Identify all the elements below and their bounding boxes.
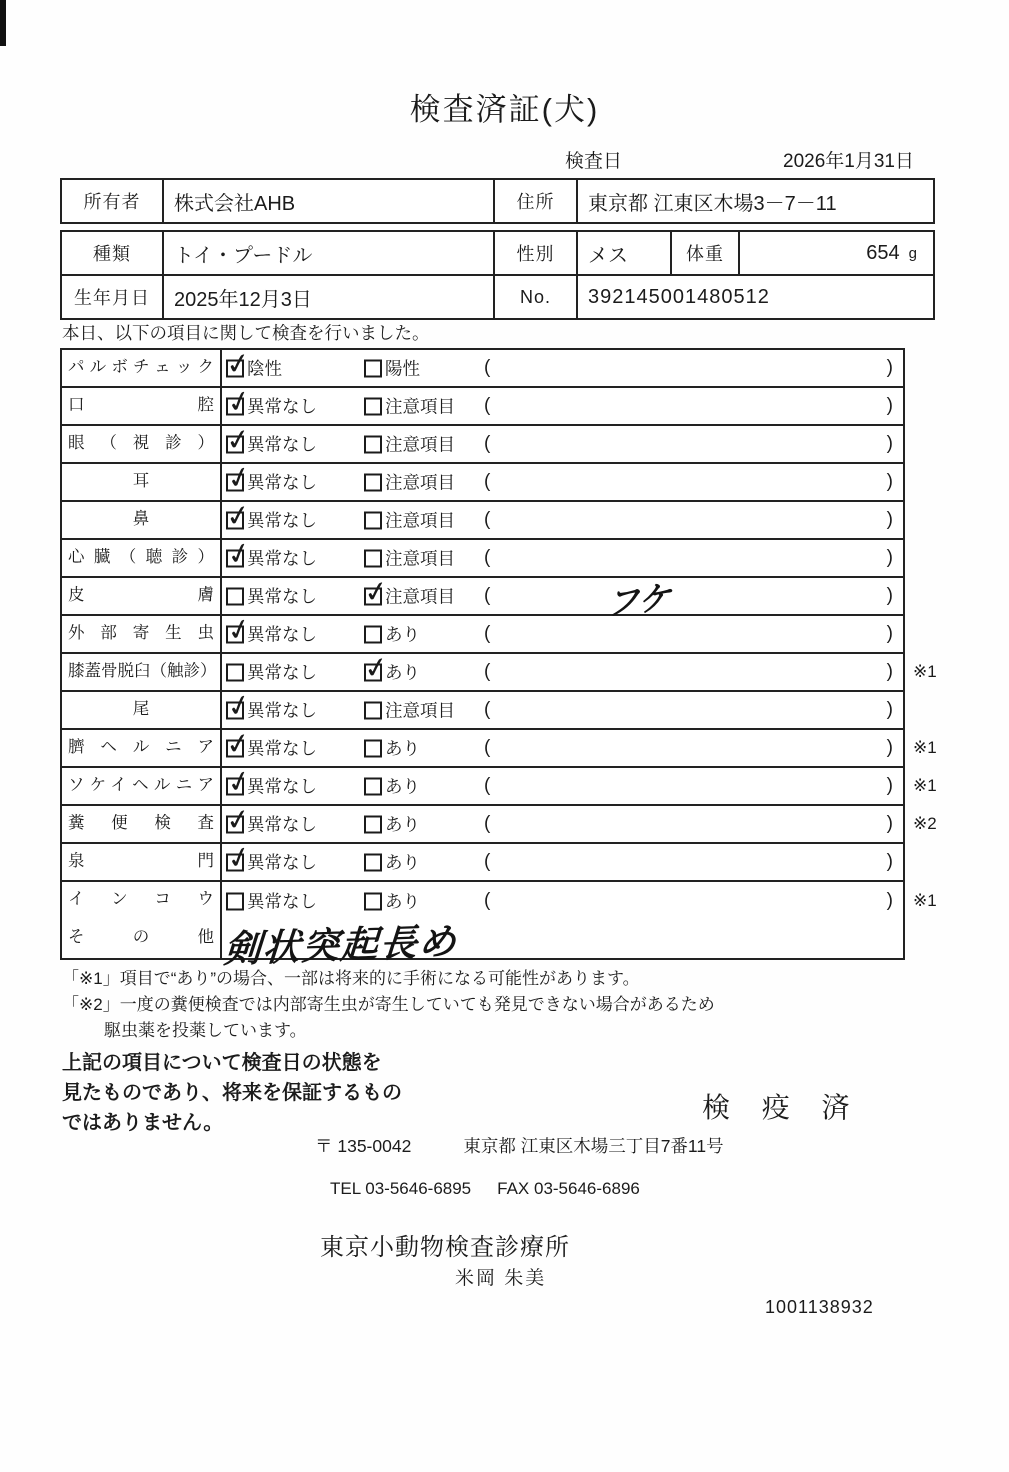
checkbox-icon bbox=[364, 397, 382, 415]
result-checkbox-1-label: 異常なし bbox=[247, 662, 317, 683]
checklist-row bbox=[62, 540, 903, 578]
paren-open: ( bbox=[484, 699, 491, 720]
clinic-fax: FAX 03-5646-6896 bbox=[497, 1179, 640, 1198]
birth-row bbox=[62, 274, 933, 318]
paren-close: ) bbox=[886, 623, 893, 644]
result-checkbox-1-label: 異常なし bbox=[247, 776, 317, 797]
checkbox-icon bbox=[364, 663, 382, 681]
paren-open: ( bbox=[484, 471, 491, 492]
checkbox-icon bbox=[364, 587, 382, 605]
paren-open: ( bbox=[484, 737, 491, 758]
paren-close: ) bbox=[886, 509, 893, 530]
checkbox-icon bbox=[226, 853, 244, 871]
result-checkbox-1[interactable] bbox=[226, 584, 317, 609]
owner-row bbox=[62, 180, 933, 222]
paren-open: ( bbox=[484, 890, 491, 911]
result-checkbox-1[interactable] bbox=[226, 432, 317, 457]
paren-close: ) bbox=[886, 813, 893, 834]
result-checkbox-1-label: 異常なし bbox=[247, 434, 317, 455]
paren-open: ( bbox=[484, 623, 491, 644]
sex-value: メス bbox=[576, 232, 670, 274]
id-number-label: No. bbox=[493, 276, 576, 318]
checkbox-icon bbox=[364, 473, 382, 491]
paren-open: ( bbox=[484, 813, 491, 834]
checklist-row bbox=[62, 768, 937, 806]
result-checkbox-2-label: あり bbox=[385, 662, 420, 683]
result-checkbox-1-label: 異常なし bbox=[247, 852, 317, 873]
paren-close: ) bbox=[886, 890, 893, 911]
paren-close: ) bbox=[886, 737, 893, 758]
checkbox-icon bbox=[226, 663, 244, 681]
footnote-mark: ※1 bbox=[913, 776, 937, 795]
result-checkbox-2[interactable] bbox=[364, 622, 420, 647]
result-checkbox-1[interactable] bbox=[226, 698, 317, 723]
checklist-row-other bbox=[62, 919, 903, 972]
clinic-name: 東京小動物検査診療所 bbox=[320, 1234, 570, 1261]
weight-number: 654 bbox=[866, 241, 900, 264]
checklist-row bbox=[62, 464, 903, 502]
checklist-row bbox=[62, 388, 903, 426]
result-checkbox-2-label: あり bbox=[385, 776, 420, 797]
footnote-1: 「※1」項目で“あり”の場合、一部は将来的に手術になる可能性があります。 bbox=[62, 969, 640, 988]
breed-value: トイ・プードル bbox=[162, 232, 493, 274]
paren-close: ) bbox=[886, 585, 893, 606]
paren-close: ) bbox=[886, 775, 893, 796]
footnote-mark: ※1 bbox=[913, 891, 937, 910]
birth-value: 2025年12月3日 bbox=[162, 276, 493, 318]
result-checkbox-2[interactable] bbox=[364, 850, 420, 875]
result-checkbox-1-label: 異常なし bbox=[247, 548, 317, 569]
handwritten-other-note: 剣状突起長め bbox=[222, 919, 460, 972]
id-number-value: 392145001480512 bbox=[576, 276, 933, 318]
footnotes bbox=[62, 966, 715, 1044]
checkbox-icon bbox=[226, 701, 244, 719]
checkbox-icon bbox=[364, 701, 382, 719]
address-value: 東京都 江東区木場3－7－11 bbox=[576, 180, 933, 222]
checklist-row bbox=[62, 806, 937, 844]
disclaimer-line-3: ではありません。 bbox=[62, 1112, 224, 1134]
checkbox-icon bbox=[364, 815, 382, 833]
checkbox-icon bbox=[226, 587, 244, 605]
checkbox-icon bbox=[364, 435, 382, 453]
owner-label: 所有者 bbox=[83, 192, 141, 212]
footnote-2-continued: 駆虫薬を投薬しています。 bbox=[104, 1021, 307, 1040]
checklist-row bbox=[62, 654, 937, 692]
clinic-postal-code: 〒 135-0042 bbox=[315, 1136, 412, 1156]
clinic-tel: TEL 03-5646-6895 bbox=[330, 1179, 472, 1198]
checklist-table bbox=[60, 348, 937, 972]
breed-row bbox=[62, 232, 933, 274]
checkbox-icon bbox=[364, 625, 382, 643]
result-checkbox-1-label: 異常なし bbox=[247, 814, 317, 835]
paren-open: ( bbox=[484, 509, 491, 530]
checklist-row bbox=[62, 577, 903, 624]
result-checkbox-2[interactable] bbox=[364, 698, 455, 723]
result-checkbox-2[interactable] bbox=[364, 584, 455, 609]
paren-open: ( bbox=[484, 851, 491, 872]
paren-open: ( bbox=[484, 661, 491, 682]
address-label: 住所 bbox=[493, 180, 576, 222]
result-checkbox-1-label: 異常なし bbox=[247, 396, 317, 417]
paren-open: ( bbox=[484, 433, 491, 454]
other-field bbox=[222, 919, 903, 972]
result-checkbox-2[interactable] bbox=[364, 508, 455, 533]
result-checkbox-1[interactable] bbox=[226, 508, 317, 533]
result-checkbox-2-label: 注意項目 bbox=[385, 586, 455, 607]
scan-artifact bbox=[0, 0, 6, 46]
paren-close: ) bbox=[886, 471, 893, 492]
checkbox-icon bbox=[364, 777, 382, 795]
breed-label: 種類 bbox=[93, 244, 131, 264]
result-checkbox-2-label: 注意項目 bbox=[385, 434, 455, 455]
clinic-contact-line bbox=[330, 1179, 640, 1199]
checklist-row bbox=[62, 730, 937, 768]
result-checkbox-2[interactable] bbox=[364, 546, 455, 571]
checkbox-icon bbox=[226, 549, 244, 567]
checkbox-icon bbox=[226, 511, 244, 529]
footnote-mark: ※2 bbox=[913, 814, 937, 833]
result-checkbox-2-label: 陽性 bbox=[385, 358, 420, 379]
result-checkbox-1-label: 異常なし bbox=[247, 586, 317, 607]
inspection-date-value: 2026年1月31日 bbox=[783, 151, 914, 172]
result-checkbox-1-label: 陰性 bbox=[247, 358, 282, 379]
checkbox-icon bbox=[364, 511, 382, 529]
result-checkbox-2-label: あり bbox=[385, 814, 420, 835]
result-checkbox-2-label: 注意項目 bbox=[385, 510, 455, 531]
checklist-item-label: 眼（視診） bbox=[62, 426, 222, 462]
clinic-address: 東京都 江東区木場三丁目7番11号 bbox=[463, 1136, 724, 1156]
document-number: 1001138932 bbox=[765, 1297, 874, 1317]
checkbox-icon bbox=[364, 892, 382, 910]
result-checkbox-1[interactable] bbox=[226, 470, 317, 495]
result-checkbox-1-label: 異常なし bbox=[247, 624, 317, 645]
result-checkbox-2[interactable] bbox=[364, 356, 420, 381]
checklist-item-label: 糞便検査 bbox=[62, 806, 222, 842]
sex-label: 性別 bbox=[493, 232, 576, 274]
paren-open: ( bbox=[484, 775, 491, 796]
result-checkbox-2[interactable] bbox=[364, 736, 420, 761]
birth-label: 生年月日 bbox=[74, 288, 150, 308]
result-checkbox-2[interactable] bbox=[364, 432, 455, 457]
result-checkbox-2[interactable] bbox=[364, 660, 420, 685]
footnote-2: 「※2」一度の糞便検査では内部寄生虫が寄生していても発見できない場合があるため bbox=[62, 995, 715, 1014]
paren-close: ) bbox=[886, 357, 893, 378]
checklist-item-label: 泉門 bbox=[62, 844, 222, 880]
checklist-item-label: 皮膚 bbox=[62, 578, 222, 614]
checkbox-icon bbox=[226, 777, 244, 795]
checklist-row bbox=[62, 426, 903, 464]
inspection-date-label: 検査日 bbox=[565, 151, 623, 172]
result-checkbox-1[interactable] bbox=[226, 622, 317, 647]
checklist-item-label: その他 bbox=[62, 920, 222, 958]
disclaimer-line-1: 上記の項目について検査日の状態を bbox=[62, 1052, 382, 1074]
checkbox-icon bbox=[226, 397, 244, 415]
page-title: 検査済証(犬) bbox=[409, 92, 600, 127]
result-checkbox-2[interactable] bbox=[364, 470, 455, 495]
result-checkbox-2-label: あり bbox=[385, 891, 420, 912]
checklist-item-label: 鼻 bbox=[62, 502, 222, 538]
checklist-item-label: 外部寄生虫 bbox=[62, 616, 222, 652]
handwritten-remark: フケ bbox=[605, 577, 672, 624]
checkbox-icon bbox=[226, 625, 244, 643]
result-checkbox-2-label: 注意項目 bbox=[385, 548, 455, 569]
disclaimer-statement bbox=[62, 1048, 402, 1138]
result-checkbox-1-label: 異常なし bbox=[247, 510, 317, 531]
weight-value bbox=[738, 232, 933, 274]
result-checkbox-1[interactable] bbox=[226, 774, 317, 799]
checkbox-icon bbox=[364, 853, 382, 871]
checklist-item-label: 口腔 bbox=[62, 388, 222, 424]
result-checkbox-2[interactable] bbox=[364, 394, 455, 419]
result-checkbox-1[interactable] bbox=[226, 889, 317, 914]
checklist-row bbox=[62, 350, 903, 388]
paren-close: ) bbox=[886, 547, 893, 568]
checklist-row bbox=[62, 844, 903, 882]
checklist-item-label: 膝蓋骨脱臼（触診） bbox=[62, 654, 222, 690]
paren-open: ( bbox=[484, 547, 491, 568]
paren-open: ( bbox=[484, 585, 491, 606]
checkbox-icon bbox=[226, 435, 244, 453]
result-checkbox-1[interactable] bbox=[226, 812, 317, 837]
paren-open: ( bbox=[484, 357, 491, 378]
checklist-row bbox=[62, 502, 903, 540]
paren-open: ( bbox=[484, 395, 491, 416]
checklist-item-label: 臍ヘルニア bbox=[62, 730, 222, 766]
result-checkbox-1[interactable] bbox=[226, 660, 317, 685]
result-checkbox-2-label: あり bbox=[385, 852, 420, 873]
checklist-item-label: ソケイヘルニア bbox=[62, 768, 222, 804]
result-checkbox-2-label: あり bbox=[385, 624, 420, 645]
checkbox-icon bbox=[226, 739, 244, 757]
result-checkbox-2[interactable] bbox=[364, 889, 420, 914]
result-checkbox-2[interactable] bbox=[364, 774, 420, 799]
checklist-body bbox=[62, 350, 937, 920]
checkbox-icon bbox=[226, 359, 244, 377]
result-checkbox-2[interactable] bbox=[364, 812, 420, 837]
checkbox-icon bbox=[226, 892, 244, 910]
checklist-item-label: インコウ bbox=[62, 882, 222, 920]
weight-unit: g bbox=[908, 244, 917, 262]
checkbox-icon bbox=[226, 815, 244, 833]
result-checkbox-2-label: 注意項目 bbox=[385, 472, 455, 493]
result-checkbox-1-label: 異常なし bbox=[247, 472, 317, 493]
quarantine-passed-stamp: 検 疫 済 bbox=[702, 1092, 862, 1123]
owner-info-table bbox=[60, 178, 935, 224]
result-checkbox-2-label: 注意項目 bbox=[385, 396, 455, 417]
intro-text: 本日、以下の項目に関して検査を行いました。 bbox=[62, 323, 430, 343]
paren-close: ) bbox=[886, 433, 893, 454]
checklist-row bbox=[62, 692, 903, 730]
paren-close: ) bbox=[886, 699, 893, 720]
result-checkbox-2-label: 注意項目 bbox=[385, 700, 455, 721]
result-checkbox-1[interactable] bbox=[226, 736, 317, 761]
result-checkbox-1[interactable] bbox=[226, 850, 317, 875]
result-checkbox-1-label: 異常なし bbox=[247, 738, 317, 759]
result-checkbox-1[interactable] bbox=[226, 394, 317, 419]
checklist-item-label: パルボチェック bbox=[62, 350, 222, 386]
result-checkbox-2-label: あり bbox=[385, 738, 420, 759]
checkbox-icon bbox=[226, 473, 244, 491]
paren-close: ) bbox=[886, 851, 893, 872]
result-checkbox-1[interactable] bbox=[226, 546, 317, 571]
checkbox-icon bbox=[364, 549, 382, 567]
footnote-mark: ※1 bbox=[913, 738, 937, 757]
checkbox-icon bbox=[364, 739, 382, 757]
disclaimer-line-2: 見たものであり、将来を保証するもの bbox=[62, 1082, 402, 1104]
examiner-name: 米岡 朱美 bbox=[455, 1268, 547, 1289]
clinic-postal-line bbox=[315, 1133, 724, 1158]
paren-close: ) bbox=[886, 661, 893, 682]
result-checkbox-1-label: 異常なし bbox=[247, 700, 317, 721]
checkbox-icon bbox=[364, 359, 382, 377]
paren-close: ) bbox=[886, 395, 893, 416]
checklist-row bbox=[62, 882, 937, 920]
result-checkbox-1[interactable] bbox=[226, 356, 282, 381]
footnote-mark: ※1 bbox=[913, 662, 937, 681]
checklist-item-label: 尾 bbox=[62, 692, 222, 728]
weight-label: 体重 bbox=[670, 232, 738, 274]
pet-info-table bbox=[60, 230, 935, 320]
checklist-item-label: 心臓（聴診） bbox=[62, 540, 222, 576]
result-checkbox-1-label: 異常なし bbox=[247, 891, 317, 912]
owner-value: 株式会社AHB bbox=[162, 180, 493, 222]
checklist-row bbox=[62, 616, 903, 654]
checklist-item-label: 耳 bbox=[62, 464, 222, 500]
